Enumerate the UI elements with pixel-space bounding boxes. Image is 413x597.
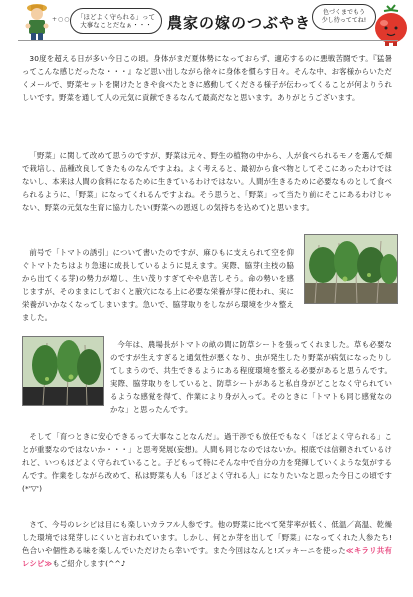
speech-bubble-left-line2: 大事なことだなぁ・・・ [80, 21, 152, 29]
speech-bubble-right [312, 4, 376, 30]
recipe-text-before: さて、今号のレシピは目にも楽しいカラフル人参です。他の野菜に比べて発芽率が低く、低温／高温、乾燥した環境では発芽しにくいと言われています。しかし、何とか芽を出して「野菜」になってくれた人参たち!色合いや個性ある味を楽しんでいただけたら幸いです。また今回はなんと!ズッキーニを使った [22, 520, 392, 555]
tomato-plants-photo-image [305, 235, 397, 303]
header [0, 0, 413, 44]
page-title: 農家の嫁のつぶやき [167, 14, 312, 32]
speech-bubble-left-line1: 「ほどよく守られる」って [77, 13, 155, 21]
tomato-plants-photo [304, 234, 398, 304]
paragraph-intro: 30度を超える日が多い今日この頃。身体がまだ夏体勢になっておらず、適応するのに悪戦苦闘です。『猛暑ってこんな感じだったな・・・』など思い出しながら徐々に身体を慣らす日々。そんな中、お客様からいただくメールで、野菜セットを開けたときや食べたときに感動してくださる様子が伝わってくることが何よりうれしいです。野菜を通して人の元気に貢献できるなんて最高だなと思います。ありがとうございます。 [22, 54, 392, 102]
weed-sheet-photo-image [23, 337, 103, 405]
paragraph-recipe [22, 518, 392, 570]
speech-bubble-right-line1: 色づくまでもう [322, 9, 365, 16]
speech-dots: +○○ [52, 16, 71, 23]
speech-bubble-left [70, 8, 162, 34]
weed-sheet-photo [22, 336, 104, 406]
paragraph-vegetables: 「野菜」に関して改めて思うのですが、野菜は元々、野生の植物の中から、人が食べられるモノを選んで畑で栽培し、品種改良してきたものなんですよね。よく考えると、最初から食べ物としてそこにあったわけではないし、本来は人間の食料になるために生きているわけではない。人間が生きるために必要なものとして食べられるように、「野菜」になってくれるんですよね。そう思うと、「野菜」って当たり前にそこにあるわけじゃない、野菜の元気な生育に協力したい(野菜への恩返しの気持ちを込めて)と思います。 [22, 151, 392, 212]
paragraph-weed-sheet: 今年は、農場長がトマトの畝の間に防草シートを張ってくれました。草も必要なのですが生えすぎると通気性が悪くなり、虫が発生したり野菜が病気になったりしてしまうので、共生できるようにある程度環境を整える必要があると思うんです。実際、脇芽取りをしていると、防草シートがあると私自身がどことなく守られているような感覚を得て、作業により身が入って。そのときに「トマトも同じ感覚なのかな」と思ったんです。 [110, 340, 392, 414]
farmer-illustration-icon [24, 2, 50, 42]
paragraph-tomato-growth: 前号で「トマトの誘引」について書いたのですが、麻ひもに支えられて空を仰ぐトマトたちはより急速に成長しているように見えます。実際、脇芽(主枝の脇から出てくる芽)の勢力が増し、生い茂りすぎてやや息苦しそう。命の勢いを感じますが、そのままにしておくと腋穴になる上に必要な栄養が芽に使われ、実に栄養がいかなくなってしまいます。急いで、脇芽取りをしながら環境を少々整えました。 [22, 248, 294, 322]
kirari-recipe-link[interactable]: ≪キラリ共有レシピ≫ [22, 546, 392, 568]
speech-bubble-right-line2: 少し待っててね! [321, 17, 367, 24]
recipe-text-after: もご紹介します(^^♪ [52, 559, 126, 568]
header-divider [18, 40, 398, 41]
paragraph-protection: そして「育つときに安心できるって大事なことなんだ」。過干渉でも放任でもなく「ほどよく守られる」ことが重要なのではないか・・・」と思考発展(妄想)。人間も同じなのではないか。根底では信頼されているけれど、いつもほどよく守られていること。子どもって特にそんな中で自分の力を発揮していくような気がするんです。作業をしながら改めて、私は野菜も人も「ほどよく守れる人」になりたいなと思った今日この頃です(*'▽') [22, 432, 392, 493]
